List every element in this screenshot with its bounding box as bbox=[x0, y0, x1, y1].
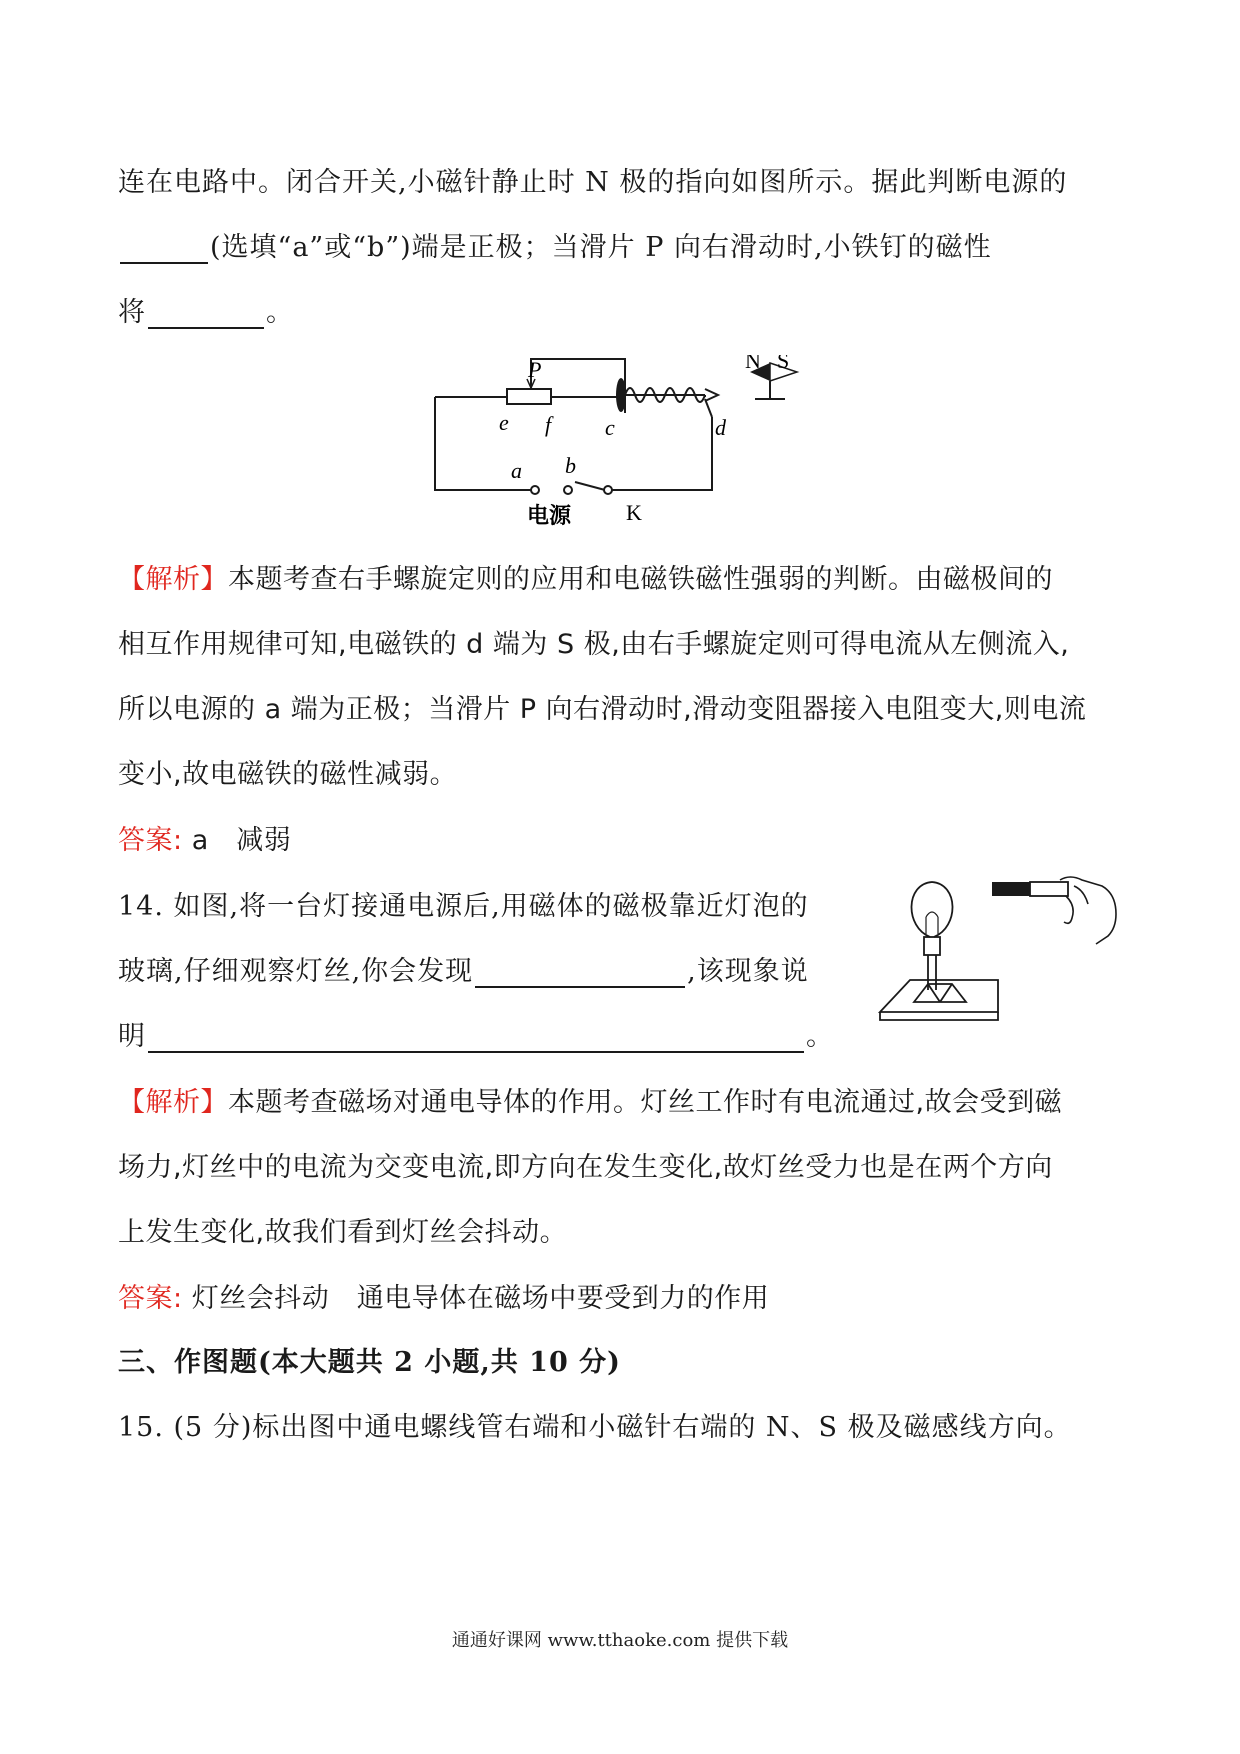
q14-line-2-post: ,该现象说 bbox=[687, 956, 809, 987]
q13-analysis-3: 所以电源的 a 端为正极；当滑片 P 向右滑动时,滑动变阻器接入电阻变大,则电流 bbox=[118, 694, 1087, 725]
label-N: N bbox=[745, 355, 761, 373]
label-e: e bbox=[499, 410, 509, 435]
label-power-source: 电源 bbox=[527, 504, 572, 529]
section-3-title: 三、作图题(本大题共 2 小题,共 10 分) bbox=[118, 1347, 621, 1378]
q14-line-1: 14. 如图,将一台灯接通电源后,用磁体的磁极靠近灯泡的 bbox=[118, 891, 809, 922]
q13-answer bbox=[118, 818, 291, 857]
q13-answer-text: a 减弱 bbox=[182, 825, 292, 856]
q13-analysis-4: 变小,故电磁铁的磁性减弱。 bbox=[118, 759, 458, 790]
q13-blank-1 bbox=[120, 232, 208, 264]
q14-blank-2 bbox=[148, 1021, 804, 1053]
q14-line-3-pre: 明 bbox=[118, 1021, 146, 1052]
label-f: f bbox=[545, 412, 552, 437]
bulb-icon bbox=[911, 882, 952, 937]
label-a: a bbox=[511, 458, 522, 483]
q13-line-3-post: 。 bbox=[266, 297, 294, 328]
label-c: c bbox=[605, 415, 615, 440]
q14-analysis-3: 上发生变化,故我们看到灯丝会抖动。 bbox=[118, 1217, 568, 1248]
q14-analysis-1 bbox=[118, 1080, 1062, 1119]
lamp-magnet-figure bbox=[870, 872, 1130, 1032]
q14-answer-tag: 答案: bbox=[118, 1283, 183, 1314]
q13-line-3-pre: 将 bbox=[118, 297, 146, 328]
q14-analysis-1-text: 本题考查磁场对通电导体的作用。灯丝工作时有电流通过,故会受到磁 bbox=[228, 1087, 1063, 1118]
page-footer: 通通好课网 www.tthaoke.com 提供下载 bbox=[451, 1630, 789, 1651]
q14-answer bbox=[118, 1276, 769, 1315]
q13-line-1: 连在电路中。闭合开关,小磁针静止时 N 极的指向如图所示。据此判断电源的 bbox=[118, 167, 1068, 198]
label-b: b bbox=[565, 453, 576, 478]
label-P: P bbox=[528, 357, 542, 382]
q13-analysis-1-text: 本题考查右手螺旋定则的应用和电磁铁磁性强弱的判断。由磁极间的 bbox=[228, 564, 1053, 595]
q13-analysis-2: 相互作用规律可知,电磁铁的 d 端为 S 极,由右手螺旋定则可得电流从左侧流入, bbox=[118, 629, 1070, 660]
q13-line-2 bbox=[118, 225, 992, 264]
q14-analysis-2: 场力,灯丝中的电流为交变电流,即方向在发生变化,故灯丝受力也是在两个方向 bbox=[118, 1152, 1053, 1183]
q14-analysis-tag: 【解析】 bbox=[118, 1087, 228, 1118]
q14-blank-1 bbox=[475, 956, 685, 988]
q15-text: 15. (5 分)标出图中通电螺线管右端和小磁针右端的 N、S 极及磁感线方向。 bbox=[118, 1412, 1072, 1443]
q14-line-2-pre: 玻璃,仔细观察灯丝,你会发现 bbox=[118, 956, 474, 987]
q13-analysis-tag: 【解析】 bbox=[118, 564, 228, 595]
magnet-icon bbox=[992, 882, 1068, 896]
q13-line-3 bbox=[118, 290, 294, 329]
q14-line-3-post: 。 bbox=[806, 1021, 834, 1052]
circuit-figure bbox=[425, 355, 825, 535]
q13-line-2-text: (选填“a”或“b”)端是正极；当滑片 P 向右滑动时,小铁钉的磁性 bbox=[210, 232, 992, 263]
q13-answer-tag: 答案: bbox=[118, 825, 183, 856]
q14-line-3 bbox=[118, 1014, 834, 1053]
q13-blank-2 bbox=[148, 297, 264, 329]
q13-analysis-1 bbox=[118, 557, 1053, 596]
q14-answer-text: 灯丝会抖动 通电导体在磁场中要受到力的作用 bbox=[182, 1283, 770, 1314]
label-K: K bbox=[626, 500, 642, 525]
label-S: S bbox=[777, 355, 790, 373]
label-d: d bbox=[715, 415, 726, 440]
q14-line-2 bbox=[118, 949, 809, 988]
